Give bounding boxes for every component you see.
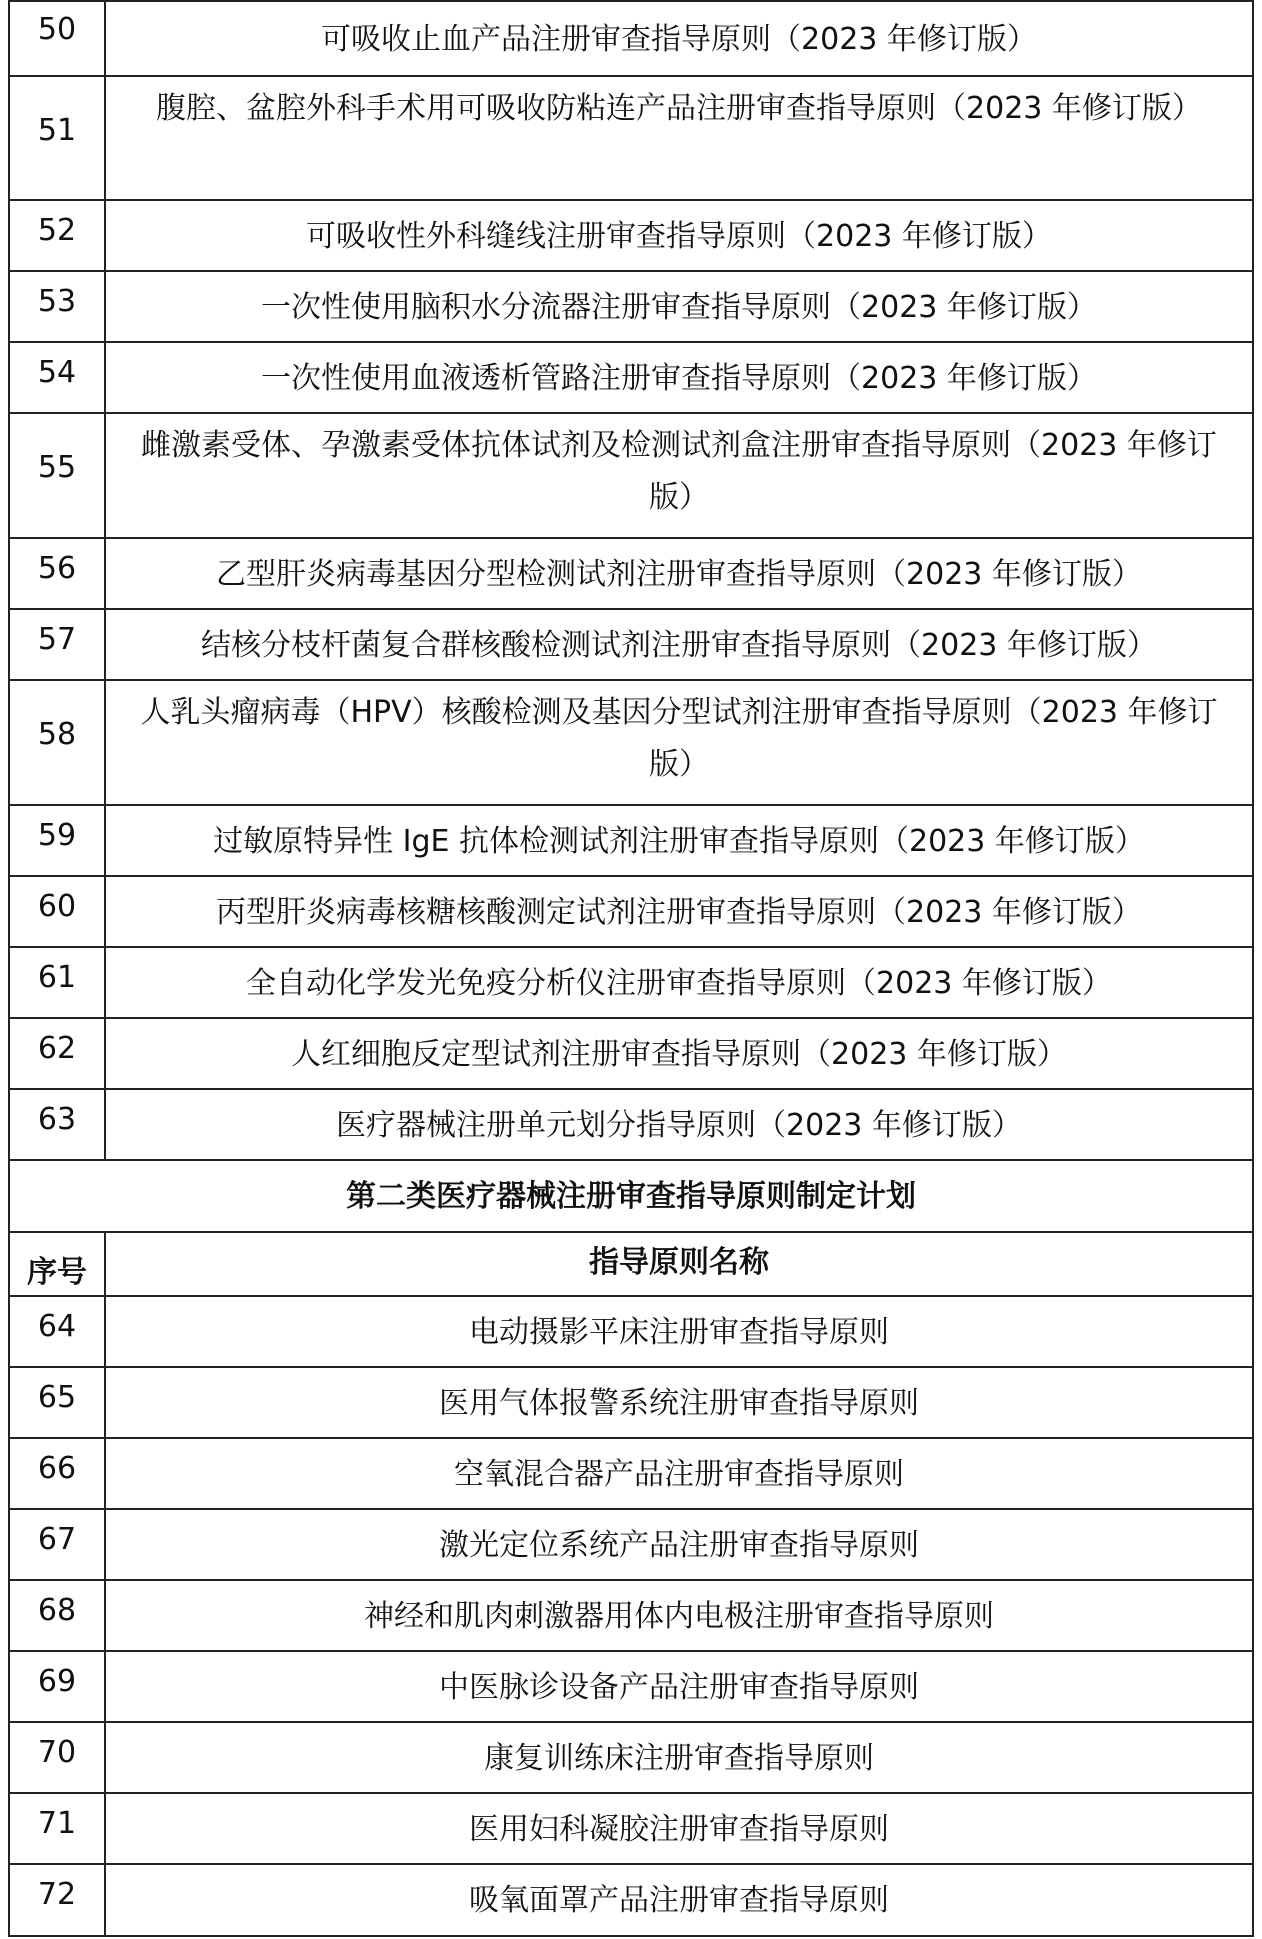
table-row <box>8 681 1254 806</box>
section-title: 第二类医疗器械注册审查指导原则制定计划 <box>8 1161 1254 1233</box>
row-number-cell: 62 <box>8 1019 106 1088</box>
row-number-cell: 52 <box>8 201 106 270</box>
row-name-cell: 乙型肝炎病毒基因分型检测试剂注册审查指导原则（2023 年修订版） <box>106 539 1254 608</box>
row-number-cell: 67 <box>8 1510 106 1579</box>
row-number-cell: 68 <box>8 1581 106 1650</box>
row-number-cell: 65 <box>8 1368 106 1437</box>
table-row <box>8 1652 1254 1723</box>
table-row <box>8 1090 1254 1161</box>
header-number-cell: 序号 <box>8 1233 106 1295</box>
row-number-cell: 71 <box>8 1794 106 1863</box>
table-row <box>8 1865 1254 1937</box>
row-name-cell: 全自动化学发光免疫分析仪注册审查指导原则（2023 年修订版） <box>106 948 1254 1017</box>
row-number-cell: 58 <box>8 681 106 804</box>
row-name-cell: 一次性使用血液透析管路注册审查指导原则（2023 年修订版） <box>106 343 1254 412</box>
row-number-cell: 70 <box>8 1723 106 1792</box>
table-row <box>8 877 1254 948</box>
table-row <box>8 948 1254 1019</box>
row-number-cell: 53 <box>8 272 106 341</box>
table-row <box>8 77 1254 201</box>
row-name-cell: 腹腔、盆腔外科手术用可吸收防粘连产品注册审查指导原则（2023 年修订版） <box>106 77 1254 199</box>
row-name-cell: 康复训练床注册审查指导原则 <box>106 1723 1254 1792</box>
row-name-cell: 人乳头瘤病毒（HPV）核酸检测及基因分型试剂注册审查指导原则（2023 年修订版） <box>106 681 1254 804</box>
table-row <box>8 0 1254 77</box>
header-name-cell: 指导原则名称 <box>106 1233 1254 1295</box>
row-name-cell: 丙型肝炎病毒核糖核酸测定试剂注册审查指导原则（2023 年修订版） <box>106 877 1254 946</box>
table-row <box>8 806 1254 877</box>
row-number-cell: 56 <box>8 539 106 608</box>
row-number-cell: 66 <box>8 1439 106 1508</box>
row-number-cell: 69 <box>8 1652 106 1721</box>
table-row <box>8 610 1254 681</box>
table-row <box>8 1368 1254 1439</box>
table-header-row <box>8 1233 1254 1297</box>
row-number-cell: 61 <box>8 948 106 1017</box>
row-name-cell: 电动摄影平床注册审查指导原则 <box>106 1297 1254 1366</box>
row-name-cell: 神经和肌肉刺激器用体内电极注册审查指导原则 <box>106 1581 1254 1650</box>
row-number-cell: 72 <box>8 1865 106 1935</box>
row-number-cell: 57 <box>8 610 106 679</box>
row-name-cell: 一次性使用脑积水分流器注册审查指导原则（2023 年修订版） <box>106 272 1254 341</box>
row-name-cell: 空氧混合器产品注册审查指导原则 <box>106 1439 1254 1508</box>
row-name-cell: 可吸收止血产品注册审查指导原则（2023 年修订版） <box>106 0 1254 75</box>
row-name-cell: 雌激素受体、孕激素受体抗体试剂及检测试剂盒注册审查指导原则（2023 年修订版） <box>106 414 1254 537</box>
row-name-cell: 激光定位系统产品注册审查指导原则 <box>106 1510 1254 1579</box>
row-name-cell: 结核分枝杆菌复合群核酸检测试剂注册审查指导原则（2023 年修订版） <box>106 610 1254 679</box>
row-name-cell: 医用妇科凝胶注册审查指导原则 <box>106 1794 1254 1863</box>
table-row <box>8 1794 1254 1865</box>
table-row <box>8 272 1254 343</box>
table-row <box>8 201 1254 272</box>
table-row <box>8 1510 1254 1581</box>
row-name-cell: 可吸收性外科缝线注册审查指导原则（2023 年修订版） <box>106 201 1254 270</box>
table-row <box>8 1723 1254 1794</box>
table-row <box>8 1581 1254 1652</box>
table-row <box>8 343 1254 414</box>
table-row <box>8 414 1254 539</box>
row-number-cell: 59 <box>8 806 106 875</box>
table-row <box>8 1297 1254 1368</box>
row-number-cell: 60 <box>8 877 106 946</box>
row-name-cell: 医用气体报警系统注册审查指导原则 <box>106 1368 1254 1437</box>
row-number-cell: 54 <box>8 343 106 412</box>
row-number-cell: 50 <box>8 0 106 75</box>
row-name-cell: 人红细胞反定型试剂注册审查指导原则（2023 年修订版） <box>106 1019 1254 1088</box>
row-name-cell: 吸氧面罩产品注册审查指导原则 <box>106 1865 1254 1935</box>
row-name-cell: 医疗器械注册单元划分指导原则（2023 年修订版） <box>106 1090 1254 1159</box>
table-row <box>8 1439 1254 1510</box>
row-number-cell: 64 <box>8 1297 106 1366</box>
row-number-cell: 55 <box>8 414 106 537</box>
row-number-cell: 51 <box>8 77 106 199</box>
row-number-cell: 63 <box>8 1090 106 1159</box>
table-row <box>8 539 1254 610</box>
table-row <box>8 1019 1254 1090</box>
row-name-cell: 过敏原特异性 IgE 抗体检测试剂注册审查指导原则（2023 年修订版） <box>106 806 1254 875</box>
row-name-cell: 中医脉诊设备产品注册审查指导原则 <box>106 1652 1254 1721</box>
